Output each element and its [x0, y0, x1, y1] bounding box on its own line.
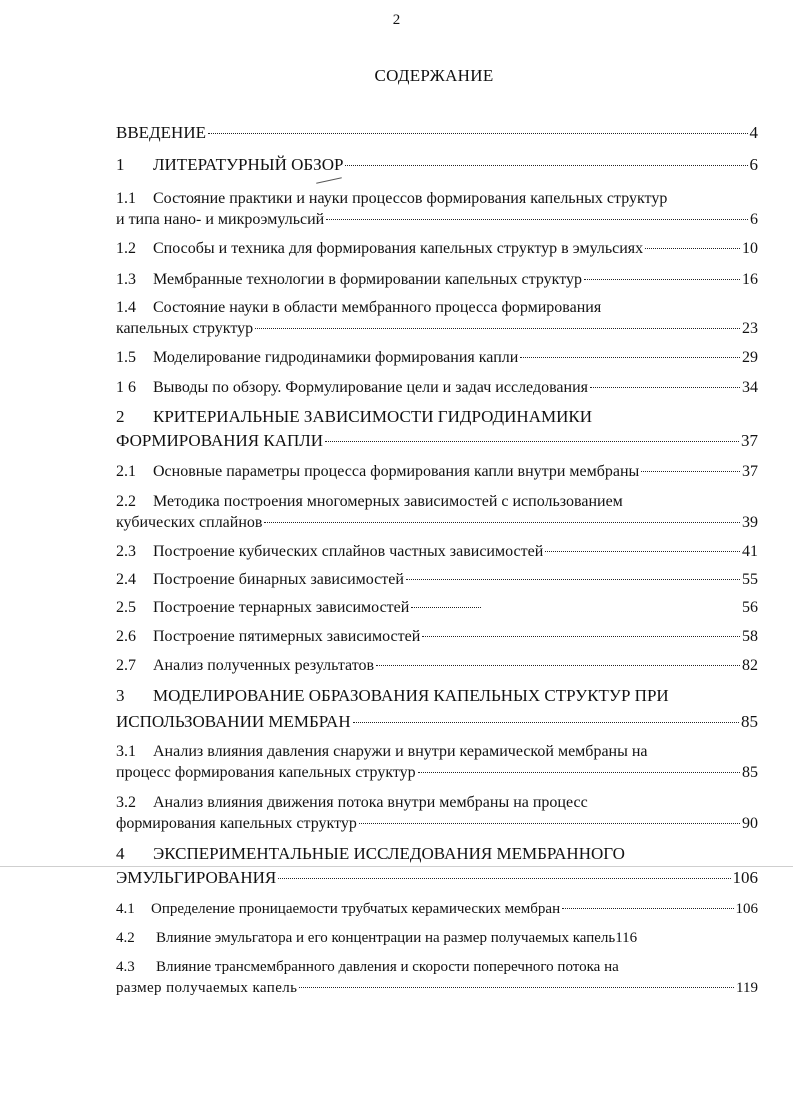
toc-entry-number: 2.1: [116, 463, 136, 480]
toc-entry-title: Методика построения многомерных зависимостей с использованием: [153, 493, 623, 510]
dot-leader: [562, 908, 733, 909]
toc-entry-4-3[interactable]: [116, 957, 758, 999]
toc-entry-title: Анализ влияния движения потока внутри мембраны на процесс: [153, 794, 588, 811]
dot-leader: [359, 823, 740, 824]
toc-entry-title: Выводы по обзору. Формулирование цели и задач исследования: [153, 379, 589, 396]
dot-leader: [545, 551, 740, 552]
toc-entry-number: 1: [116, 155, 125, 174]
toc-entry-page: 119: [736, 980, 758, 996]
dot-leader: [264, 522, 740, 523]
toc-entry-page: 85: [742, 764, 758, 781]
scan-artifact-line: [0, 866, 793, 867]
toc-entry-4-1[interactable]: [116, 899, 758, 920]
toc-entry-number: 1.4: [116, 299, 136, 316]
toc-entry-1-6[interactable]: [116, 377, 758, 398]
toc-entry-1-4[interactable]: [116, 297, 758, 339]
toc-entry-1-2[interactable]: [116, 238, 758, 259]
toc-entry-title: Моделирование гидродинамики формирования капли: [153, 349, 519, 366]
toc-entry-page: 16: [742, 271, 758, 288]
dot-leader: [411, 607, 481, 608]
dot-leader: [325, 441, 739, 442]
toc-entry-chapter-1[interactable]: [116, 154, 758, 175]
toc-entry-chapter-2[interactable]: [116, 405, 758, 453]
dot-leader: [255, 328, 740, 329]
dot-leader: [345, 165, 747, 166]
toc-entry-title: Состояние практики и науки процессов формирования капельных структур: [153, 190, 668, 207]
toc-entry-number: 4.2: [116, 930, 135, 946]
dot-leader: [645, 248, 740, 249]
dot-leader: [422, 636, 740, 637]
toc-entry-title: Состояние науки в области мембранного процесса формирования: [153, 299, 602, 316]
toc-entry-title: ЭКСПЕРИМЕНТАЛЬНЫЕ ИССЛЕДОВАНИЯ МЕМБРАННОГО: [153, 844, 625, 863]
dot-leader: [406, 579, 740, 580]
toc-entry-2-4[interactable]: [116, 569, 758, 590]
toc-entry-number: 2.2: [116, 493, 136, 510]
toc-entry-title-continued: и типа нано- и микроэмульсий: [116, 211, 325, 228]
toc-entry-page: 37: [742, 463, 758, 480]
toc-entry-page: 29: [742, 349, 758, 366]
toc-entry-2-2[interactable]: [116, 491, 758, 533]
dot-leader: [326, 219, 748, 220]
toc-entry-page: 55: [742, 571, 758, 588]
toc-entry-page: 37: [741, 431, 758, 450]
toc-entry-number: 1.5: [116, 349, 136, 366]
toc-entry-page: 82: [742, 657, 758, 674]
dot-leader: [299, 987, 734, 988]
dot-leader: [353, 722, 739, 723]
toc-entry-number: 4.3: [116, 959, 135, 975]
toc-entry-title-continued: кубических сплайнов: [116, 514, 263, 531]
toc-entry-title-continued: капельных структур: [116, 320, 254, 337]
toc-entry-title-continued: формирования капельных структур: [116, 815, 357, 832]
toc-entry-page: 39: [742, 514, 758, 531]
toc-entry-2-1[interactable]: [116, 461, 758, 482]
toc-entry-title: Основные параметры процесса формирования капли внутри мембраны: [153, 463, 640, 480]
dot-leader: [641, 471, 740, 472]
toc-entry-title: Анализ влияния давления снаружи и внутри керамической мембраны на: [153, 743, 648, 760]
toc-entry-page: 34: [742, 379, 758, 396]
toc-entry-page: 85: [741, 712, 758, 731]
toc-entry-number: 2.4: [116, 571, 136, 588]
toc-entry-number: 3.1: [116, 743, 136, 760]
toc-entry-number: 2.6: [116, 628, 136, 645]
toc-entry-title: Построение кубических сплайнов частных зависимостей: [153, 543, 544, 560]
toc-entry-1-1[interactable]: [116, 188, 758, 230]
toc-entry-1-5[interactable]: [116, 347, 758, 368]
toc-entry-3-2[interactable]: [116, 792, 758, 834]
toc-entry-title: ЛИТЕРАТУРНЫЙ ОБЗОР: [153, 155, 344, 174]
toc-entry-title: Анализ полученных результатов: [153, 657, 375, 674]
toc-entry-3-1[interactable]: [116, 741, 758, 783]
toc-entry-page: 23: [742, 320, 758, 337]
toc-entry-title: МОДЕЛИРОВАНИЕ ОБРАЗОВАНИЯ КАПЕЛЬНЫХ СТРУКТУР ПРИ: [153, 686, 669, 705]
toc-entry-page: 90: [742, 815, 758, 832]
toc-entry-4-2[interactable]: [116, 928, 758, 949]
toc-entry-title: ВВЕДЕНИЕ: [116, 123, 206, 142]
toc-entry-title-continued: процесс формирования капельных структур: [116, 764, 416, 781]
toc-entry-number: 1.3: [116, 271, 136, 288]
toc-entry-number: 1.2: [116, 240, 136, 257]
dot-leader: [590, 387, 740, 388]
toc-entry-1-3[interactable]: [116, 269, 758, 290]
toc-entry-page: 4: [749, 123, 758, 142]
toc-entry-title: Влияние эмульгатора и его концентрации на размер получаемых капель: [156, 930, 616, 946]
toc-entry-page: 106: [732, 868, 758, 887]
toc-entry-page: 58: [742, 628, 758, 645]
toc-entry-page: 106: [735, 901, 758, 917]
toc-entry-title: Определение проницаемости трубчатых керамических мембран: [151, 901, 561, 917]
toc-entry-title-continued: ИСПОЛЬЗОВАНИИ МЕМБРАН: [116, 712, 351, 731]
dot-leader: [208, 133, 748, 134]
dot-leader: [376, 665, 740, 666]
toc-entry-number: 3.2: [116, 794, 136, 811]
scan-mark: [316, 177, 342, 183]
toc-entry-number: 2.5: [116, 599, 136, 616]
page-number: 2: [392, 12, 401, 28]
toc-entry-2-7[interactable]: [116, 655, 758, 676]
toc-entry-number: 4.1: [116, 901, 135, 917]
toc-entry-title: Влияние трансмембранного давления и скорости поперечного потока на: [156, 959, 619, 975]
toc-entry-title: КРИТЕРИАЛЬНЫЕ ЗАВИСИМОСТИ ГИДРОДИНАМИКИ: [153, 407, 592, 426]
toc-entry-2-6[interactable]: [116, 626, 758, 647]
toc-entry-introduction[interactable]: [116, 122, 758, 143]
dot-leader: [418, 772, 740, 773]
toc-entry-page: 10: [742, 240, 758, 257]
toc-entry-page: 56: [742, 599, 758, 616]
toc-entry-page: 6: [750, 211, 758, 228]
dot-leader: [278, 878, 730, 879]
toc-entry-page: 41: [742, 543, 758, 560]
toc-entry-chapter-3[interactable]: [116, 683, 758, 735]
toc-entry-number: 1.1: [116, 190, 136, 207]
dot-leader: [520, 357, 740, 358]
toc-entry-title-continued: ЭМУЛЬГИРОВАНИЯ: [116, 868, 277, 887]
toc-entry-title: Построение бинарных зависимостей: [153, 571, 404, 588]
toc-entry-title-continued: ФОРМИРОВАНИЯ КАПЛИ: [116, 431, 324, 450]
toc-entry-title: Мембранные технологии в формировании капельных структур: [153, 271, 582, 288]
dot-leader: [584, 279, 740, 280]
toc-entry-number: 1 6: [116, 379, 136, 396]
toc-entry-2-5[interactable]: [116, 597, 758, 618]
toc-entry-number: 2.7: [116, 657, 136, 674]
toc-entry-page: 6: [749, 155, 758, 174]
toc-title: СОДЕРЖАНИЕ: [374, 66, 494, 85]
toc-entry-title: Построение тернарных зависимостей: [153, 599, 410, 616]
toc-entry-2-3[interactable]: [116, 541, 758, 562]
toc-entry-number: 2.3: [116, 543, 136, 560]
toc-entry-number: 3: [116, 686, 125, 705]
toc-entry-page: 116: [615, 930, 638, 946]
toc-entry-title: Построение пятимерных зависимостей: [153, 628, 421, 645]
toc-entry-number: 4: [116, 844, 125, 863]
toc-entry-title-continued: размер получаемых капель: [116, 980, 298, 996]
toc-entry-title: Способы и техника для формирования капельных структур в эмульсиях: [153, 240, 644, 257]
toc-entry-number: 2: [116, 407, 125, 426]
